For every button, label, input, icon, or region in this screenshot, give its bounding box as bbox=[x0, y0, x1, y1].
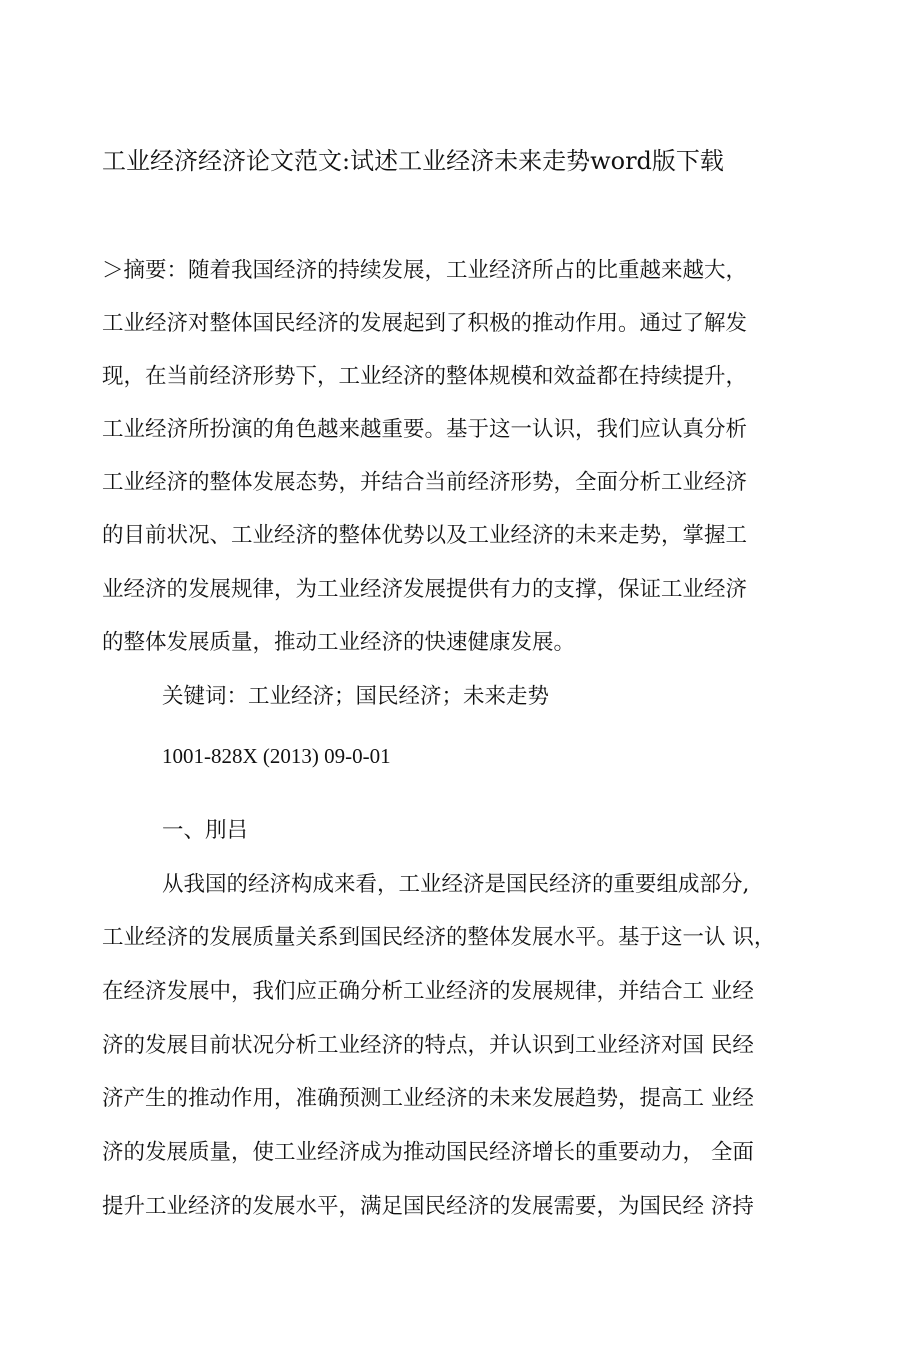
classification-code: 1001-828X (2013) 09-0-01 bbox=[162, 744, 391, 768]
abstract-line: 的整体发展质量，推动工业经济的快速健康发展。 bbox=[102, 630, 576, 655]
abstract-line: 业经济的发展规律，为工业经济发展提供有力的支撑，保证工业经济 bbox=[102, 577, 748, 602]
abstract-line: 工业经济对整体国民经济的发展起到了积极的推动作用。通过了解发 bbox=[102, 311, 748, 336]
body-line: 济的发展目前状况分析工业经济的特点，并认识到工业经济对国 民经 bbox=[102, 1033, 754, 1058]
abstract-line: 现，在当前经济形势下，工业经济的整体规模和效益都在持续提升， bbox=[102, 364, 748, 389]
body-line: 济产生的推动作用，准确预测工业经济的未来发展趋势，提高工 业经 bbox=[102, 1086, 754, 1111]
body-line: 提升工业经济的发展水平，满足国民经济的发展需要，为国民经 济持 bbox=[102, 1194, 754, 1219]
body-line: 在经济发展中，我们应正确分析工业经济的发展规律，并结合工 业经 bbox=[102, 979, 754, 1004]
abstract-line: 的目前状况、工业经济的整体优势以及工业经济的未来走势，掌握工 bbox=[102, 523, 748, 548]
keywords-line: 关键词：工业经济；国民经济；未来走势 bbox=[162, 684, 550, 709]
body-line: 从我国的经济构成来看，工业经济是国民经济的重要组成部分, bbox=[162, 872, 750, 897]
body-line: 工业经济的发展质量关系到国民经济的整体发展水平。基于这一认 识， bbox=[102, 925, 776, 950]
abstract-line: 工业经济所扮演的角色越来越重要。基于这一认识，我们应认真分析 bbox=[102, 417, 748, 442]
body-line: 济的发展质量，使工业经济成为推动国民经济增长的重要动力， 全面 bbox=[102, 1140, 754, 1165]
abstract-line: ＞摘要：随着我国经济的持续发展，工业经济所占的比重越来越大， bbox=[102, 258, 748, 283]
abstract-line: 工业经济的整体发展态势，并结合当前经济形势，全面分析工业经济 bbox=[102, 470, 748, 495]
section-heading: 一、刖吕 bbox=[162, 818, 249, 843]
document-title: 工业经济经济论文范文:试述工业经济未来走势word版下载 bbox=[102, 147, 724, 175]
